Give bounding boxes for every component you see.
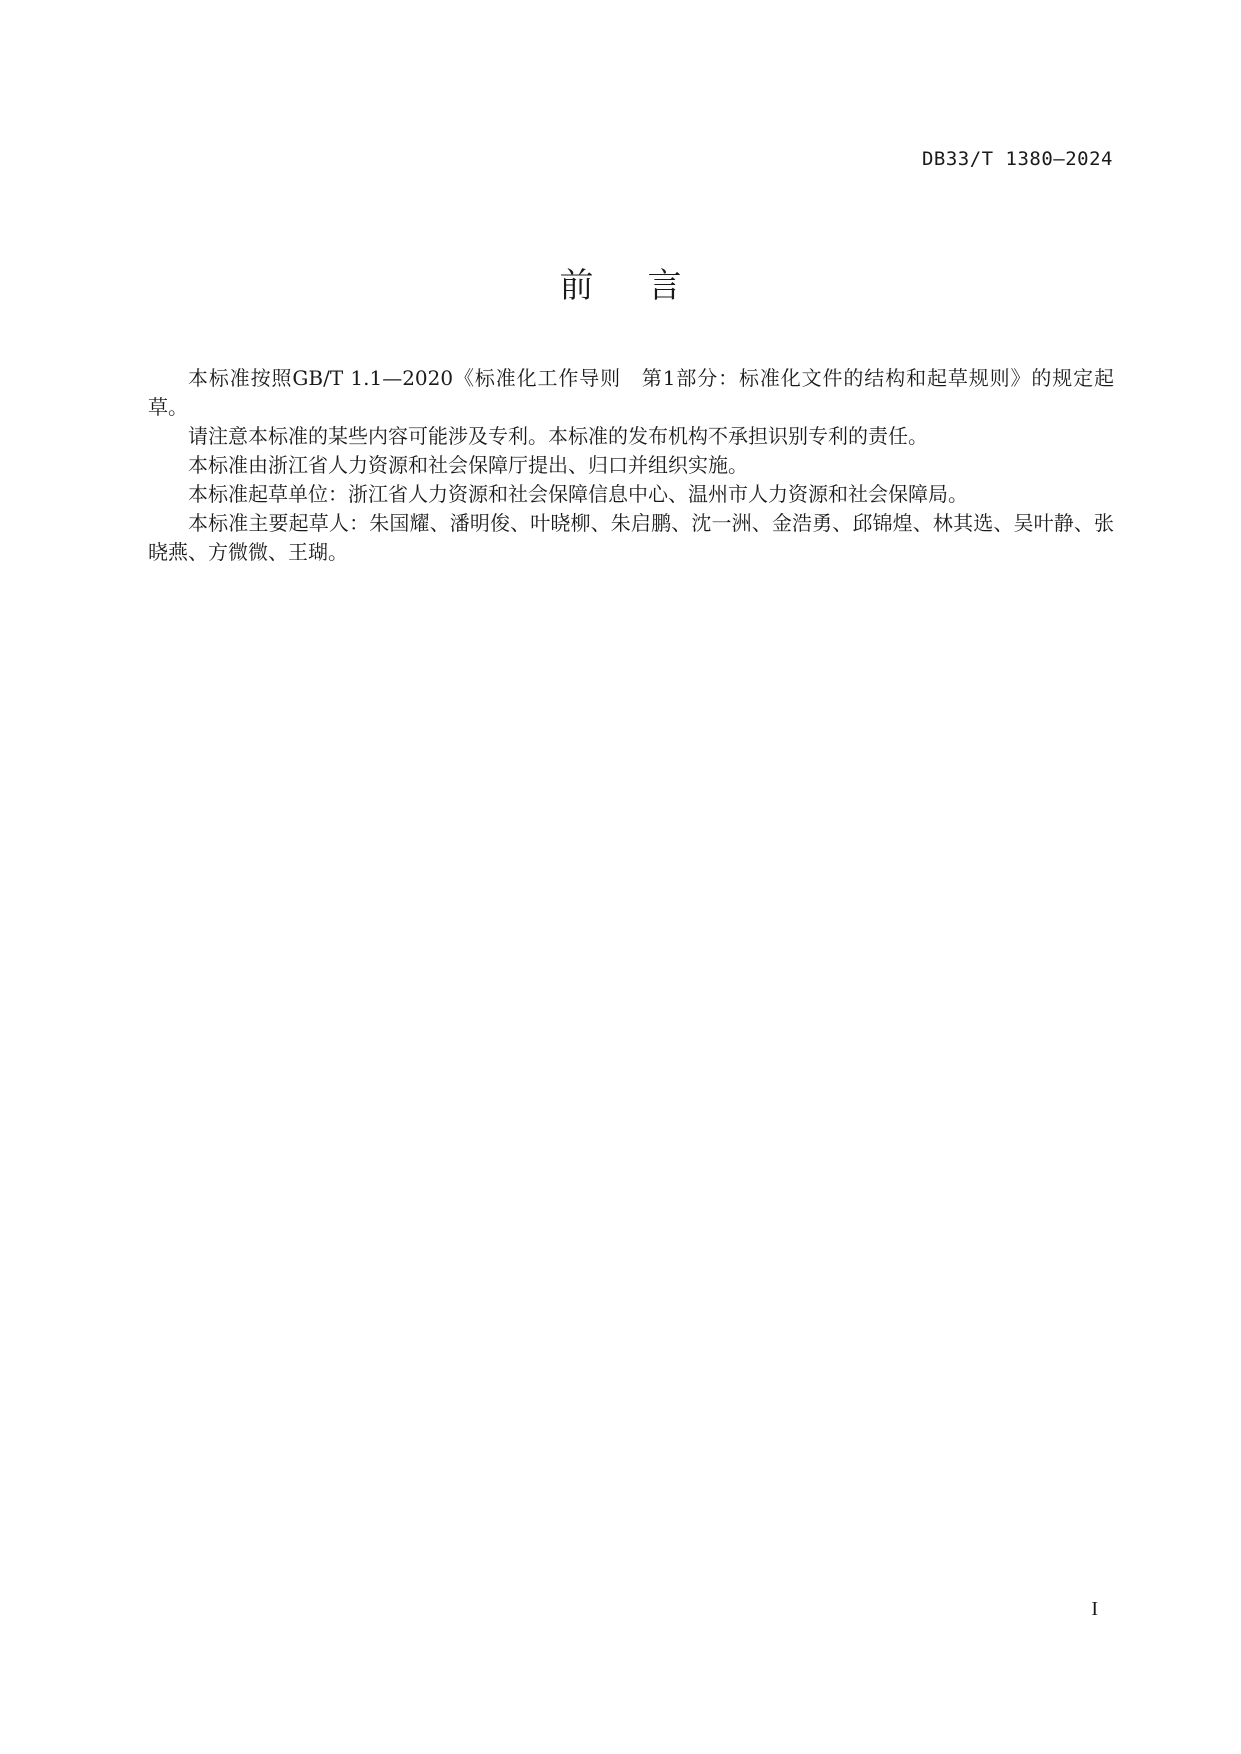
paragraph-drafting-units: 本标准起草单位：浙江省人力资源和社会保障信息中心、温州市人力资源和社会保障局。 [188,482,968,506]
paragraph-patent-notice: 请注意本标准的某些内容可能涉及专利。本标准的发布机构不承担识别专利的责任。 [188,424,928,448]
page-number: I [1091,1598,1098,1620]
paragraph-proposer: 本标准由浙江省人力资源和社会保障厅提出、归口并组织实施。 [188,453,748,477]
foreword-body [148,364,1114,567]
document-code: DB33/T 1380—2024 [921,148,1113,170]
page-title: 前言 [559,266,736,306]
paragraph-drafting-rules: 本标准按照GB/T 1.1—2020《标准化工作导则 第1部分：标准化文件的结构和起草规则》的规定起草。 [148,366,1114,419]
paragraph-drafters: 本标准主要起草人：朱国耀、潘明俊、叶晓柳、朱启鹏、沈一洲、金浩勇、邱锦煌、林其选、吴叶静、张晓燕、方微微、王瑚。 [148,511,1114,564]
